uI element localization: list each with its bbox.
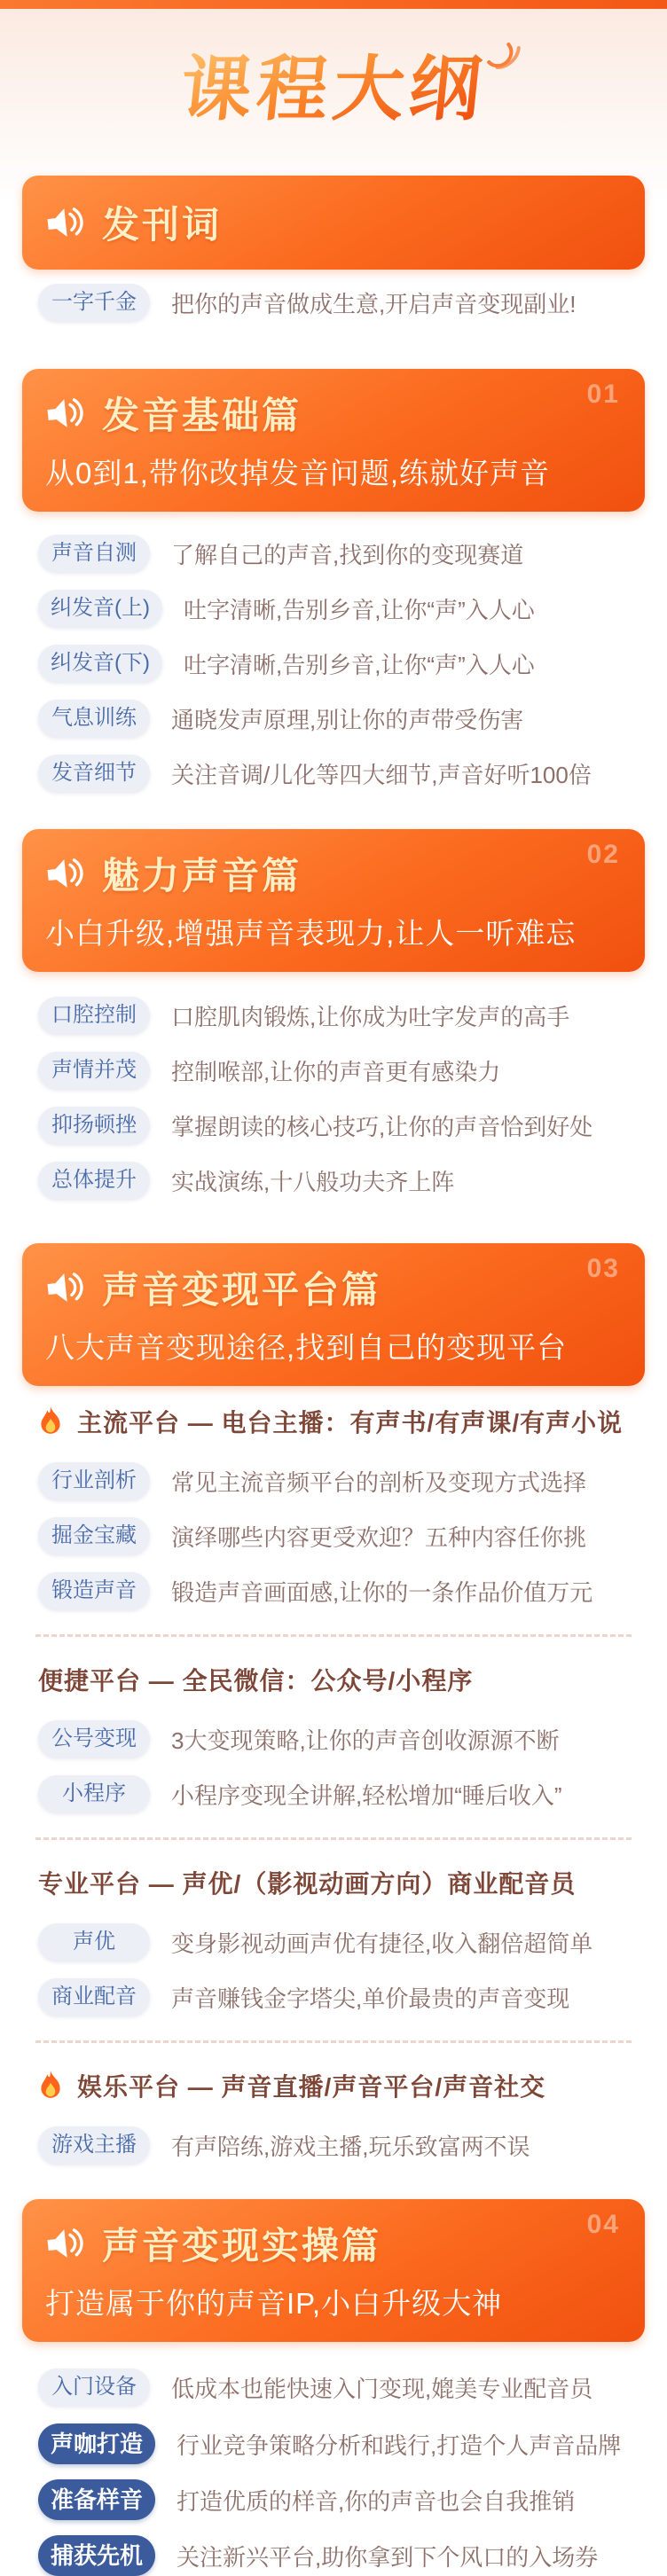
platform-group-heading-text: 专业平台 — 声优/（影视动画方向）商业配音员 (38, 1870, 577, 1898)
course-label-badge: 一字千金 (38, 284, 150, 321)
course-row (22, 645, 645, 682)
course-description: 锻造声音画面感,让你的一条作品价值万元 (171, 1578, 593, 1606)
section-charm-header (22, 829, 645, 972)
course-row (22, 1923, 645, 1961)
top-accent-strip (0, 0, 667, 9)
page-title: 课程大纲 (177, 47, 490, 130)
course-label-badge: 纠发音(下) (38, 645, 162, 682)
course-description: 通晓发声原理,别让你的声带受伤害 (171, 706, 524, 733)
course-row (22, 2479, 645, 2520)
dashed-divider (35, 2040, 632, 2043)
course-row (22, 535, 645, 572)
course-label-badge: 总体提升 (38, 1162, 150, 1199)
platform-group-heading-text: 便捷平台 — 全民微信：公众号/小程序 (38, 1667, 474, 1695)
course-description: 掌握朗读的核心技巧,让你的声音恰到好处 (171, 1113, 593, 1140)
course-row (22, 2126, 645, 2164)
course-description: 把你的声音做成生意,开启声音变现副业! (171, 290, 577, 317)
course-label-badge: 锻造声音 (38, 1572, 150, 1609)
section-subtitle: 八大声音变现途径,找到自己的变现平台 (45, 1331, 568, 1364)
course-label-badge: 商业配音 (38, 1978, 150, 2016)
course-label-badge: 小程序 (38, 1775, 150, 1813)
section-platforms-header (22, 1243, 645, 1386)
hero-title-wrap (177, 47, 490, 130)
section-title: 发音基础篇 (102, 395, 302, 436)
course-label-badge: 纠发音(上) (38, 590, 162, 627)
dashed-divider (35, 1634, 632, 1637)
course-label-badge: 抑扬顿挫 (38, 1107, 150, 1144)
course-label-badge: 口腔控制 (38, 997, 150, 1034)
course-description: 演绎哪些内容更受欢迎？五种内容任你挑 (171, 1523, 587, 1551)
section-subtitle: 从0到1,带你改掉发音问题,练就好声音 (45, 457, 551, 489)
speaker-icon (43, 2225, 88, 2263)
course-row (22, 1978, 645, 2016)
course-label-badge: 捕获先机 (38, 2535, 155, 2576)
course-label-badge: 发音细节 (38, 755, 150, 792)
course-description: 口腔肌肉锻炼,让你成为吐字发声的高手 (171, 1003, 570, 1030)
course-description: 关注新兴平台,助你拿到下个风口的入场券 (177, 2543, 599, 2571)
section-preface-header (22, 176, 645, 270)
course-label-badge: 游戏主播 (38, 2126, 150, 2164)
section-basics (22, 369, 645, 512)
course-row (22, 284, 645, 321)
hero (0, 9, 667, 168)
course-row (22, 1462, 645, 1499)
section-title: 发刊词 (102, 204, 223, 246)
course-description: 关注音调/儿化等四大细节,声音好听100倍 (171, 761, 592, 788)
course-description: 常见主流音频平台的剖析及变现方式选择 (171, 1468, 587, 1496)
platform-group-heading (22, 2068, 645, 2103)
speaker-icon (43, 395, 88, 433)
section-number: 03 (586, 1254, 620, 1283)
course-description: 吐字清晰,告别乡音,让你“声”入人心 (183, 651, 535, 678)
section-title: 声音变现实操篇 (102, 2225, 382, 2267)
course-row (22, 590, 645, 627)
speaker-icon (43, 855, 88, 893)
platform-group-heading-text: 娱乐平台 — 声音直播/声音平台/声音社交 (77, 2073, 546, 2101)
section-preface (22, 176, 645, 270)
section-title: 魅力声音篇 (102, 855, 302, 897)
course-description: 低成本也能快速入门变现,媲美专业配音员 (171, 2375, 593, 2402)
course-description: 变身影视动画声优有捷径,收入翻倍超简单 (171, 1930, 593, 1957)
section-charm (22, 829, 645, 972)
course-row (22, 2423, 645, 2464)
course-row (22, 1162, 645, 1199)
course-row (22, 1572, 645, 1609)
course-label-badge: 声情并茂 (38, 1052, 150, 1089)
section-number: 01 (586, 380, 620, 409)
section-basics-header (22, 369, 645, 512)
course-row (22, 700, 645, 737)
course-description: 了解自己的声音,找到你的变现赛道 (171, 541, 524, 568)
section-number: 04 (586, 2210, 620, 2239)
course-row (22, 1775, 645, 1813)
course-label-badge: 准备样音 (38, 2479, 155, 2520)
platform-group-heading (22, 1865, 645, 1900)
course-description: 打造优质的样音,你的声音也会自我推销 (177, 2487, 576, 2515)
course-label-badge: 声咖打造 (38, 2423, 155, 2464)
course-row (22, 1720, 645, 1758)
course-row (22, 1517, 645, 1554)
course-description: 行业竞争策略分析和践行,打造个人声音品牌 (177, 2431, 622, 2459)
flame-icon (38, 1406, 63, 1437)
section-practice (22, 2199, 645, 2342)
section-subtitle: 打造属于你的声音IP,小白升级大神 (45, 2287, 503, 2320)
course-label-badge: 声优 (38, 1923, 150, 1961)
platform-group-heading-text: 主流平台 — 电台主播：有声书/有声课/有声小说 (77, 1409, 624, 1437)
section-title: 声音变现平台篇 (102, 1269, 382, 1311)
course-label-badge: 声音自测 (38, 535, 150, 572)
course-label-badge: 行业剖析 (38, 1462, 150, 1499)
course-description: 有声陪练,游戏主播,玩乐致富两不误 (171, 2133, 530, 2160)
course-description: 吐字清晰,告别乡音,让你“声”入人心 (183, 596, 535, 623)
section-platforms (22, 1243, 645, 1386)
speaker-icon (43, 1269, 88, 1307)
dashed-divider (35, 1837, 632, 1840)
section-subtitle: 小白升级,增强声音表现力,让人一听难忘 (45, 917, 577, 950)
speaker-icon (43, 204, 88, 242)
course-row (22, 997, 645, 1034)
section-number: 02 (586, 840, 620, 869)
course-row (22, 2369, 645, 2406)
platform-group-heading (22, 1662, 645, 1697)
course-row (22, 2535, 645, 2576)
course-label-badge: 气息训练 (38, 700, 150, 737)
course-row (22, 1052, 645, 1089)
course-description: 小程序变现全讲解,轻松增加“睡后收入” (171, 1781, 562, 1809)
course-label-badge: 入门设备 (38, 2369, 150, 2406)
course-description: 3大变现策略,让你的声音创收源源不断 (171, 1726, 560, 1754)
course-row (22, 755, 645, 792)
course-description: 控制喉部,让你的声音更有感染力 (171, 1058, 501, 1085)
course-description: 实战演练,十八般功夫齐上阵 (171, 1168, 455, 1195)
section-practice-header (22, 2199, 645, 2342)
flame-icon (38, 2071, 63, 2101)
course-label-badge: 公号变现 (38, 1720, 150, 1758)
course-label-badge: 掘金宝藏 (38, 1517, 150, 1554)
platform-group-heading (22, 1404, 645, 1439)
sound-wave-icon (483, 39, 522, 74)
course-row (22, 1107, 645, 1144)
course-description: 声音赚钱金字塔尖,单价最贵的声音变现 (171, 1985, 570, 2012)
